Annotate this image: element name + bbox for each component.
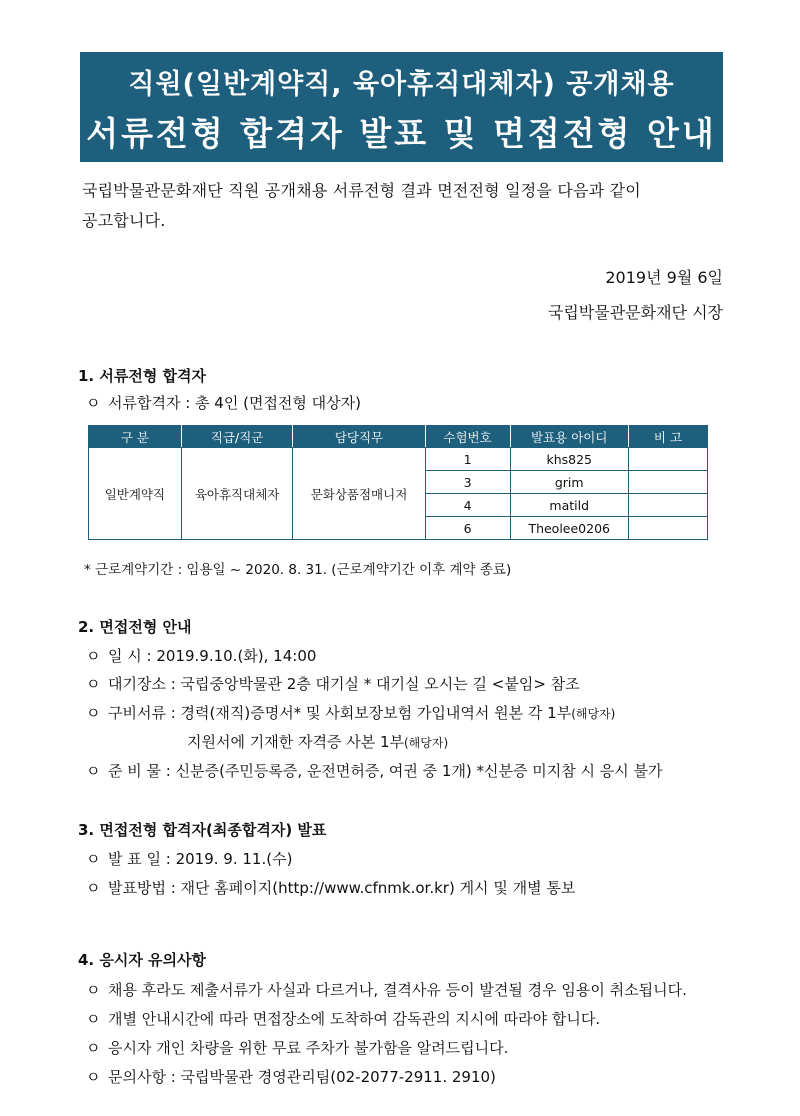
list-item [86,702,615,723]
list-item [86,1037,508,1058]
item-text: 문의사항 : 국립박물관 경영관리팀(02-2077-2911. 2910) [108,1068,496,1086]
cell-id: grim [510,471,628,494]
title-banner [80,52,723,162]
item-qualifier: (해당자) [571,707,616,721]
issuer-name: 국립박물관문화재단 시장 [547,303,723,322]
col-header-remark: 비 고 [628,426,707,448]
list-item [86,979,687,1000]
col-header-grade: 직급/직군 [181,426,293,448]
bullet-icon: ㅇ [86,1010,101,1028]
col-header-exam-no: 수험번호 [425,426,510,448]
announcement-date: 2019년 9월 6일 [605,268,723,287]
item-qualifier: (해당자) [404,736,449,750]
item-text: 구비서류 : 경력(재직)증명서* 및 사회보장보험 가입내역서 원본 각 1부 [108,704,572,722]
cell-category: 일반계약직 [89,448,182,540]
list-item [86,1008,600,1029]
item-text: 채용 후라도 제출서류가 사실과 다르거나, 결격사유 등이 발견될 경우 임용이 취소됩니다. [108,981,687,999]
bullet-icon: ㅇ [86,850,101,868]
item-text: 발 표 일 : 2019. 9. 11.(수) [108,850,293,868]
col-header-id: 발표용 아이디 [510,426,628,448]
cell-remark [628,517,707,540]
item-text: 대기장소 : 국립중앙박물관 2층 대기실 * 대기실 오시는 길 <붙임> 참조 [108,675,580,693]
section-1-summary [86,392,361,413]
bullet-icon: ㅇ [86,675,101,693]
bullet-icon: ㅇ [86,1039,101,1057]
section-3-title: 3. 면접전형 합격자(최종합격자) 발표 [78,821,327,839]
list-item [86,645,316,666]
results-table [88,425,708,540]
intro-paragraph [82,176,722,236]
cell-id: khs825 [510,448,628,471]
section-2-title: 2. 면접전형 안내 [78,618,192,636]
bullet-icon: ㅇ [86,762,101,780]
bullet-icon: ㅇ [86,394,101,412]
intro-line-1: 국립박물관문화재단 직원 공개채용 서류전형 결과 면전전형 일정을 다음과 같이 [82,181,641,200]
section-1-title: 1. 서류전형 합격자 [78,367,207,385]
list-item [86,760,663,781]
col-header-duty: 담당직무 [293,426,425,448]
intro-line-2: 공고합니다. [82,211,166,230]
title-line-2: 서류전형 합격자 발표 및 면접전형 안내 [86,114,717,153]
item-text: 준 비 물 : 신분증(주민등록증, 운전면허증, 여권 중 1개) *신분증 미지참 시 응시 불가 [108,762,663,780]
table-row [89,448,708,471]
item-text: 발표방법 : 재단 홈페이지(http://www.cfnmk.or.kr) 게시 및 개별 통보 [108,879,576,897]
list-item [86,877,575,898]
cell-remark [628,494,707,517]
list-item [86,1066,496,1087]
item-text: 지원서에 기재한 자격증 사본 1부 [187,733,404,751]
title-line-1: 직원(일반계약직, 육아휴직대체자) 공개채용 [128,69,675,100]
item-text: 일 시 : 2019.9.10.(화), 14:00 [108,647,317,665]
list-item [86,848,292,869]
contract-period-note: * 근로계약기간 : 임용일 ~ 2020. 8. 31. (근로계약기간 이후 계약 종료) [84,562,512,578]
cell-id: Theolee0206 [510,517,628,540]
bullet-icon: ㅇ [86,647,101,665]
item-text: 개별 안내시간에 따라 면접장소에 도착하여 감독관의 지시에 따라야 합니다. [108,1010,601,1028]
bullet-icon: ㅇ [86,981,101,999]
item-text: 응시자 개인 차량을 위한 무료 주차가 불가함을 알려드립니다. [108,1039,509,1057]
cell-exam-no: 4 [425,494,510,517]
summary-text: 서류합격자 : 총 4인 (면접전형 대상자) [108,394,362,412]
bullet-icon: ㅇ [86,704,101,722]
list-item-continuation [187,731,448,752]
table-header-row [89,426,708,448]
cell-remark [628,471,707,494]
cell-duty: 문화상품점매니저 [293,448,425,540]
cell-grade: 육아휴직대체자 [181,448,293,540]
cell-exam-no: 6 [425,517,510,540]
cell-remark [628,448,707,471]
col-header-category: 구 분 [89,426,182,448]
cell-id: matild [510,494,628,517]
section-4-title: 4. 응시자 유의사항 [78,951,207,969]
cell-exam-no: 3 [425,471,510,494]
bullet-icon: ㅇ [86,879,101,897]
bullet-icon: ㅇ [86,1068,101,1086]
list-item [86,673,580,694]
cell-exam-no: 1 [425,448,510,471]
